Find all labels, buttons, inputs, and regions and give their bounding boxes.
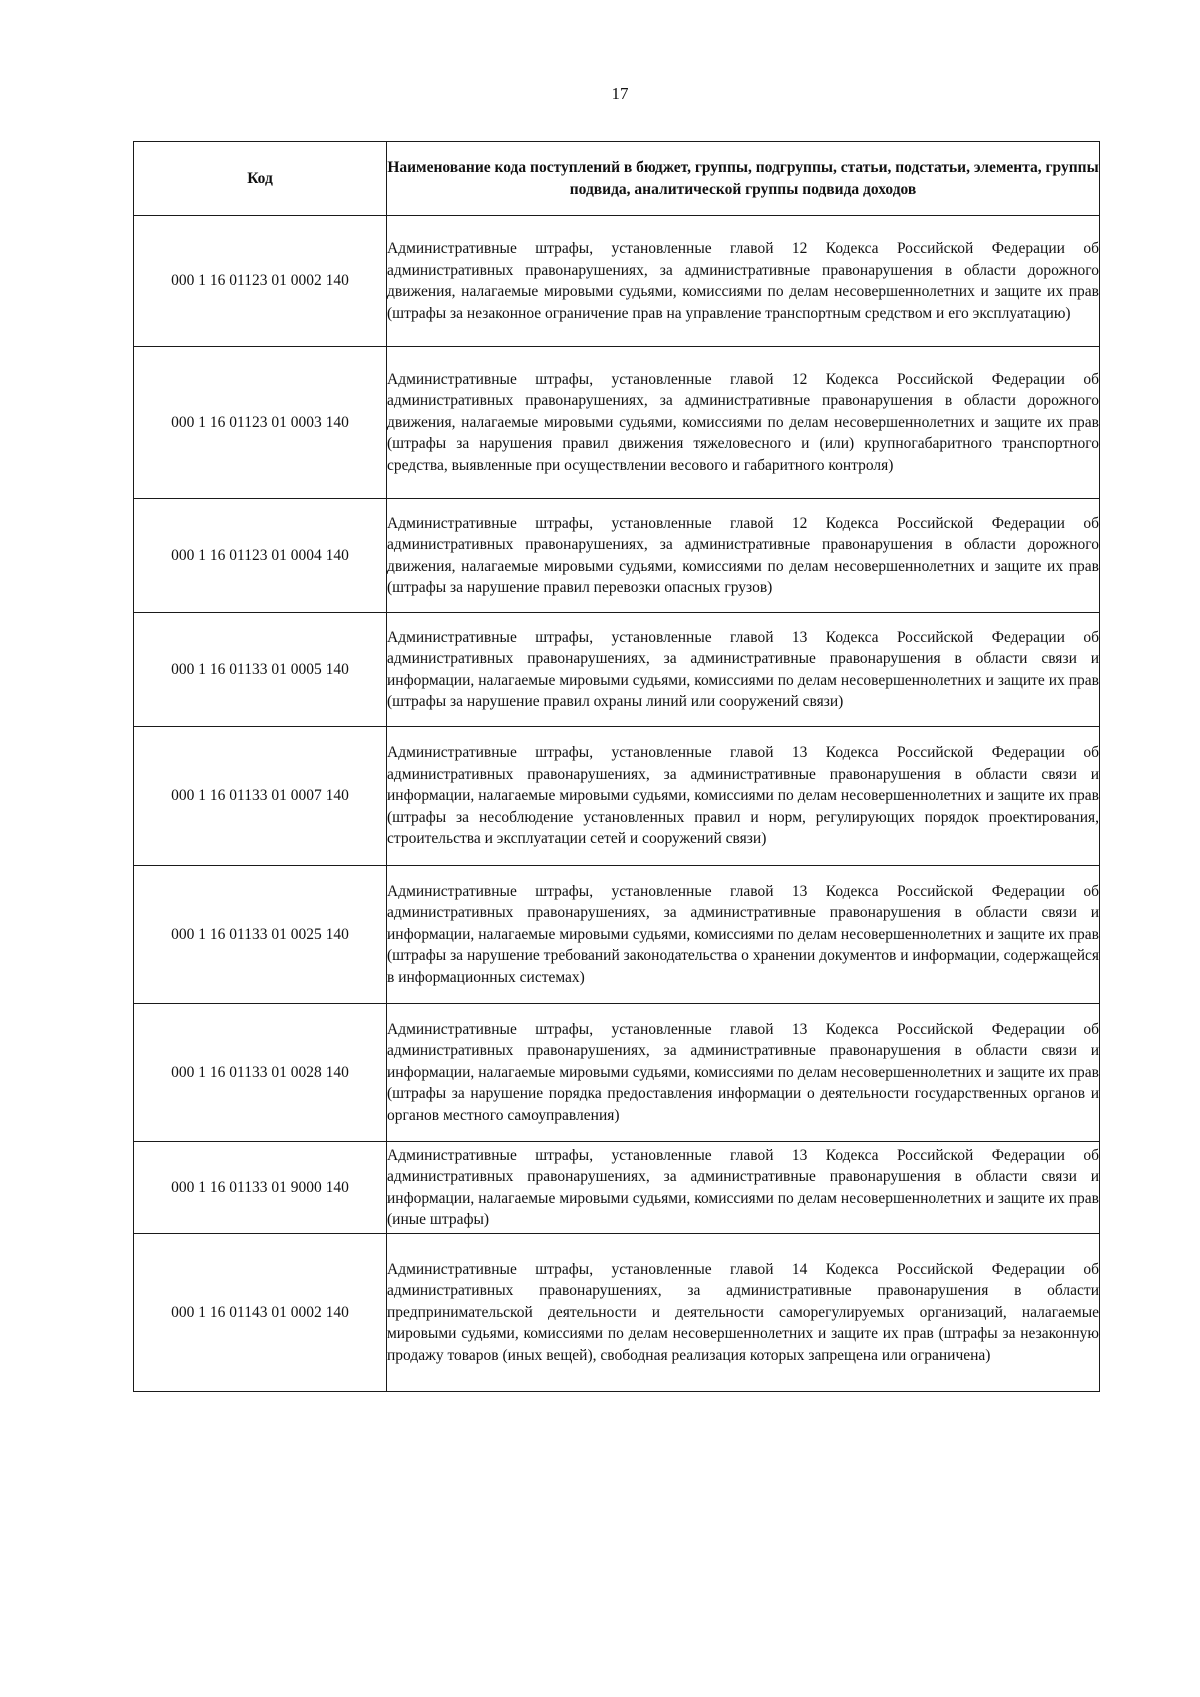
table-row [134, 1004, 1100, 1142]
row-code: 000 1 16 01143 01 0002 140 [134, 1234, 387, 1392]
table-row [134, 613, 1100, 727]
row-code: 000 1 16 01133 01 0025 140 [134, 866, 387, 1004]
table-header-row [134, 142, 1100, 216]
row-code: 000 1 16 01133 01 9000 140 [134, 1142, 387, 1234]
header-code: Код [134, 142, 387, 216]
row-code: 000 1 16 01123 01 0002 140 [134, 216, 387, 347]
row-name: Административные штрафы, установленные главой 14 Кодекса Российской Федерации об административных правонарушениях, за административные правонарушения в области предпринимательской деятельности и деятельности саморегулируемых организаций, налагаемые мировыми судьями, комиссиями по делам несовершеннолетних и защите их прав (штрафы за незаконную продажу товаров (иных вещей), свободная реализация которых запрещена или ограничена) [387, 1234, 1100, 1392]
revenue-codes-table [133, 141, 1100, 1392]
table-row [134, 216, 1100, 347]
row-name: Административные штрафы, установленные главой 13 Кодекса Российской Федерации об административных правонарушениях, за административные правонарушения в области связи и информации, налагаемые мировыми судьями, комиссиями по делам несовершеннолетних и защите их прав (штрафы за нарушение правил охраны линий или сооружений связи) [387, 613, 1100, 727]
row-name: Административные штрафы, установленные главой 13 Кодекса Российской Федерации об административных правонарушениях, за административные правонарушения в области связи и информации, налагаемые мировыми судьями, комиссиями по делам несовершеннолетних и защите их прав (иные штрафы) [387, 1142, 1100, 1234]
row-name: Административные штрафы, установленные главой 12 Кодекса Российской Федерации об административных правонарушениях, за административные правонарушения в области дорожного движения, налагаемые мировыми судьями, комиссиями по делам несовершеннолетних и защите их прав (штрафы за нарушения правил движения тяжеловесного и (или) крупногабаритного транспортного средства, выявленные при осуществлении весового и габаритного контроля) [387, 347, 1100, 499]
table-row [134, 1142, 1100, 1234]
row-code: 000 1 16 01123 01 0004 140 [134, 499, 387, 613]
table-row [134, 866, 1100, 1004]
row-name: Административные штрафы, установленные главой 13 Кодекса Российской Федерации об административных правонарушениях, за административные правонарушения в области связи и информации, налагаемые мировыми судьями, комиссиями по делам несовершеннолетних и защите их прав (штрафы за нарушение порядка предоставления информации о деятельности государственных органов и органов местного самоуправления) [387, 1004, 1100, 1142]
header-name: Наименование кода поступлений в бюджет, группы, подгруппы, статьи, подстатьи, элемента, группы подвида, аналитической группы подвида доходов [387, 142, 1100, 216]
row-name: Административные штрафы, установленные главой 12 Кодекса Российской Федерации об административных правонарушениях, за административные правонарушения в области дорожного движения, налагаемые мировыми судьями, комиссиями по делам несовершеннолетних и защите их прав (штрафы за нарушение правил перевозки опасных грузов) [387, 499, 1100, 613]
table-row [134, 347, 1100, 499]
row-code: 000 1 16 01123 01 0003 140 [134, 347, 387, 499]
row-code: 000 1 16 01133 01 0007 140 [134, 727, 387, 866]
row-name: Административные штрафы, установленные главой 13 Кодекса Российской Федерации об административных правонарушениях, за административные правонарушения в области связи и информации, налагаемые мировыми судьями, комиссиями по делам несовершеннолетних и защите их прав (штрафы за несоблюдение установленных правил и норм, регулирующих порядок проектирования, строительства и эксплуатации сетей и сооружений связи) [387, 727, 1100, 866]
row-code: 000 1 16 01133 01 0005 140 [134, 613, 387, 727]
row-name: Административные штрафы, установленные главой 13 Кодекса Российской Федерации об административных правонарушениях, за административные правонарушения в области связи и информации, налагаемые мировыми судьями, комиссиями по делам несовершеннолетних и защите их прав (штрафы за нарушение требований законодательства о хранении документов и информации, содержащейся в информационных системах) [387, 866, 1100, 1004]
page-number: 17 [611, 84, 629, 103]
row-code: 000 1 16 01133 01 0028 140 [134, 1004, 387, 1142]
table-row [134, 499, 1100, 613]
row-name: Административные штрафы, установленные главой 12 Кодекса Российской Федерации об административных правонарушениях, за административные правонарушения в области дорожного движения, налагаемые мировыми судьями, комиссиями по делам несовершеннолетних и защите их прав (штрафы за незаконное ограничение прав на управление транспортным средством и его эксплуатацию) [387, 216, 1100, 347]
table-row [134, 727, 1100, 866]
table-row [134, 1234, 1100, 1392]
